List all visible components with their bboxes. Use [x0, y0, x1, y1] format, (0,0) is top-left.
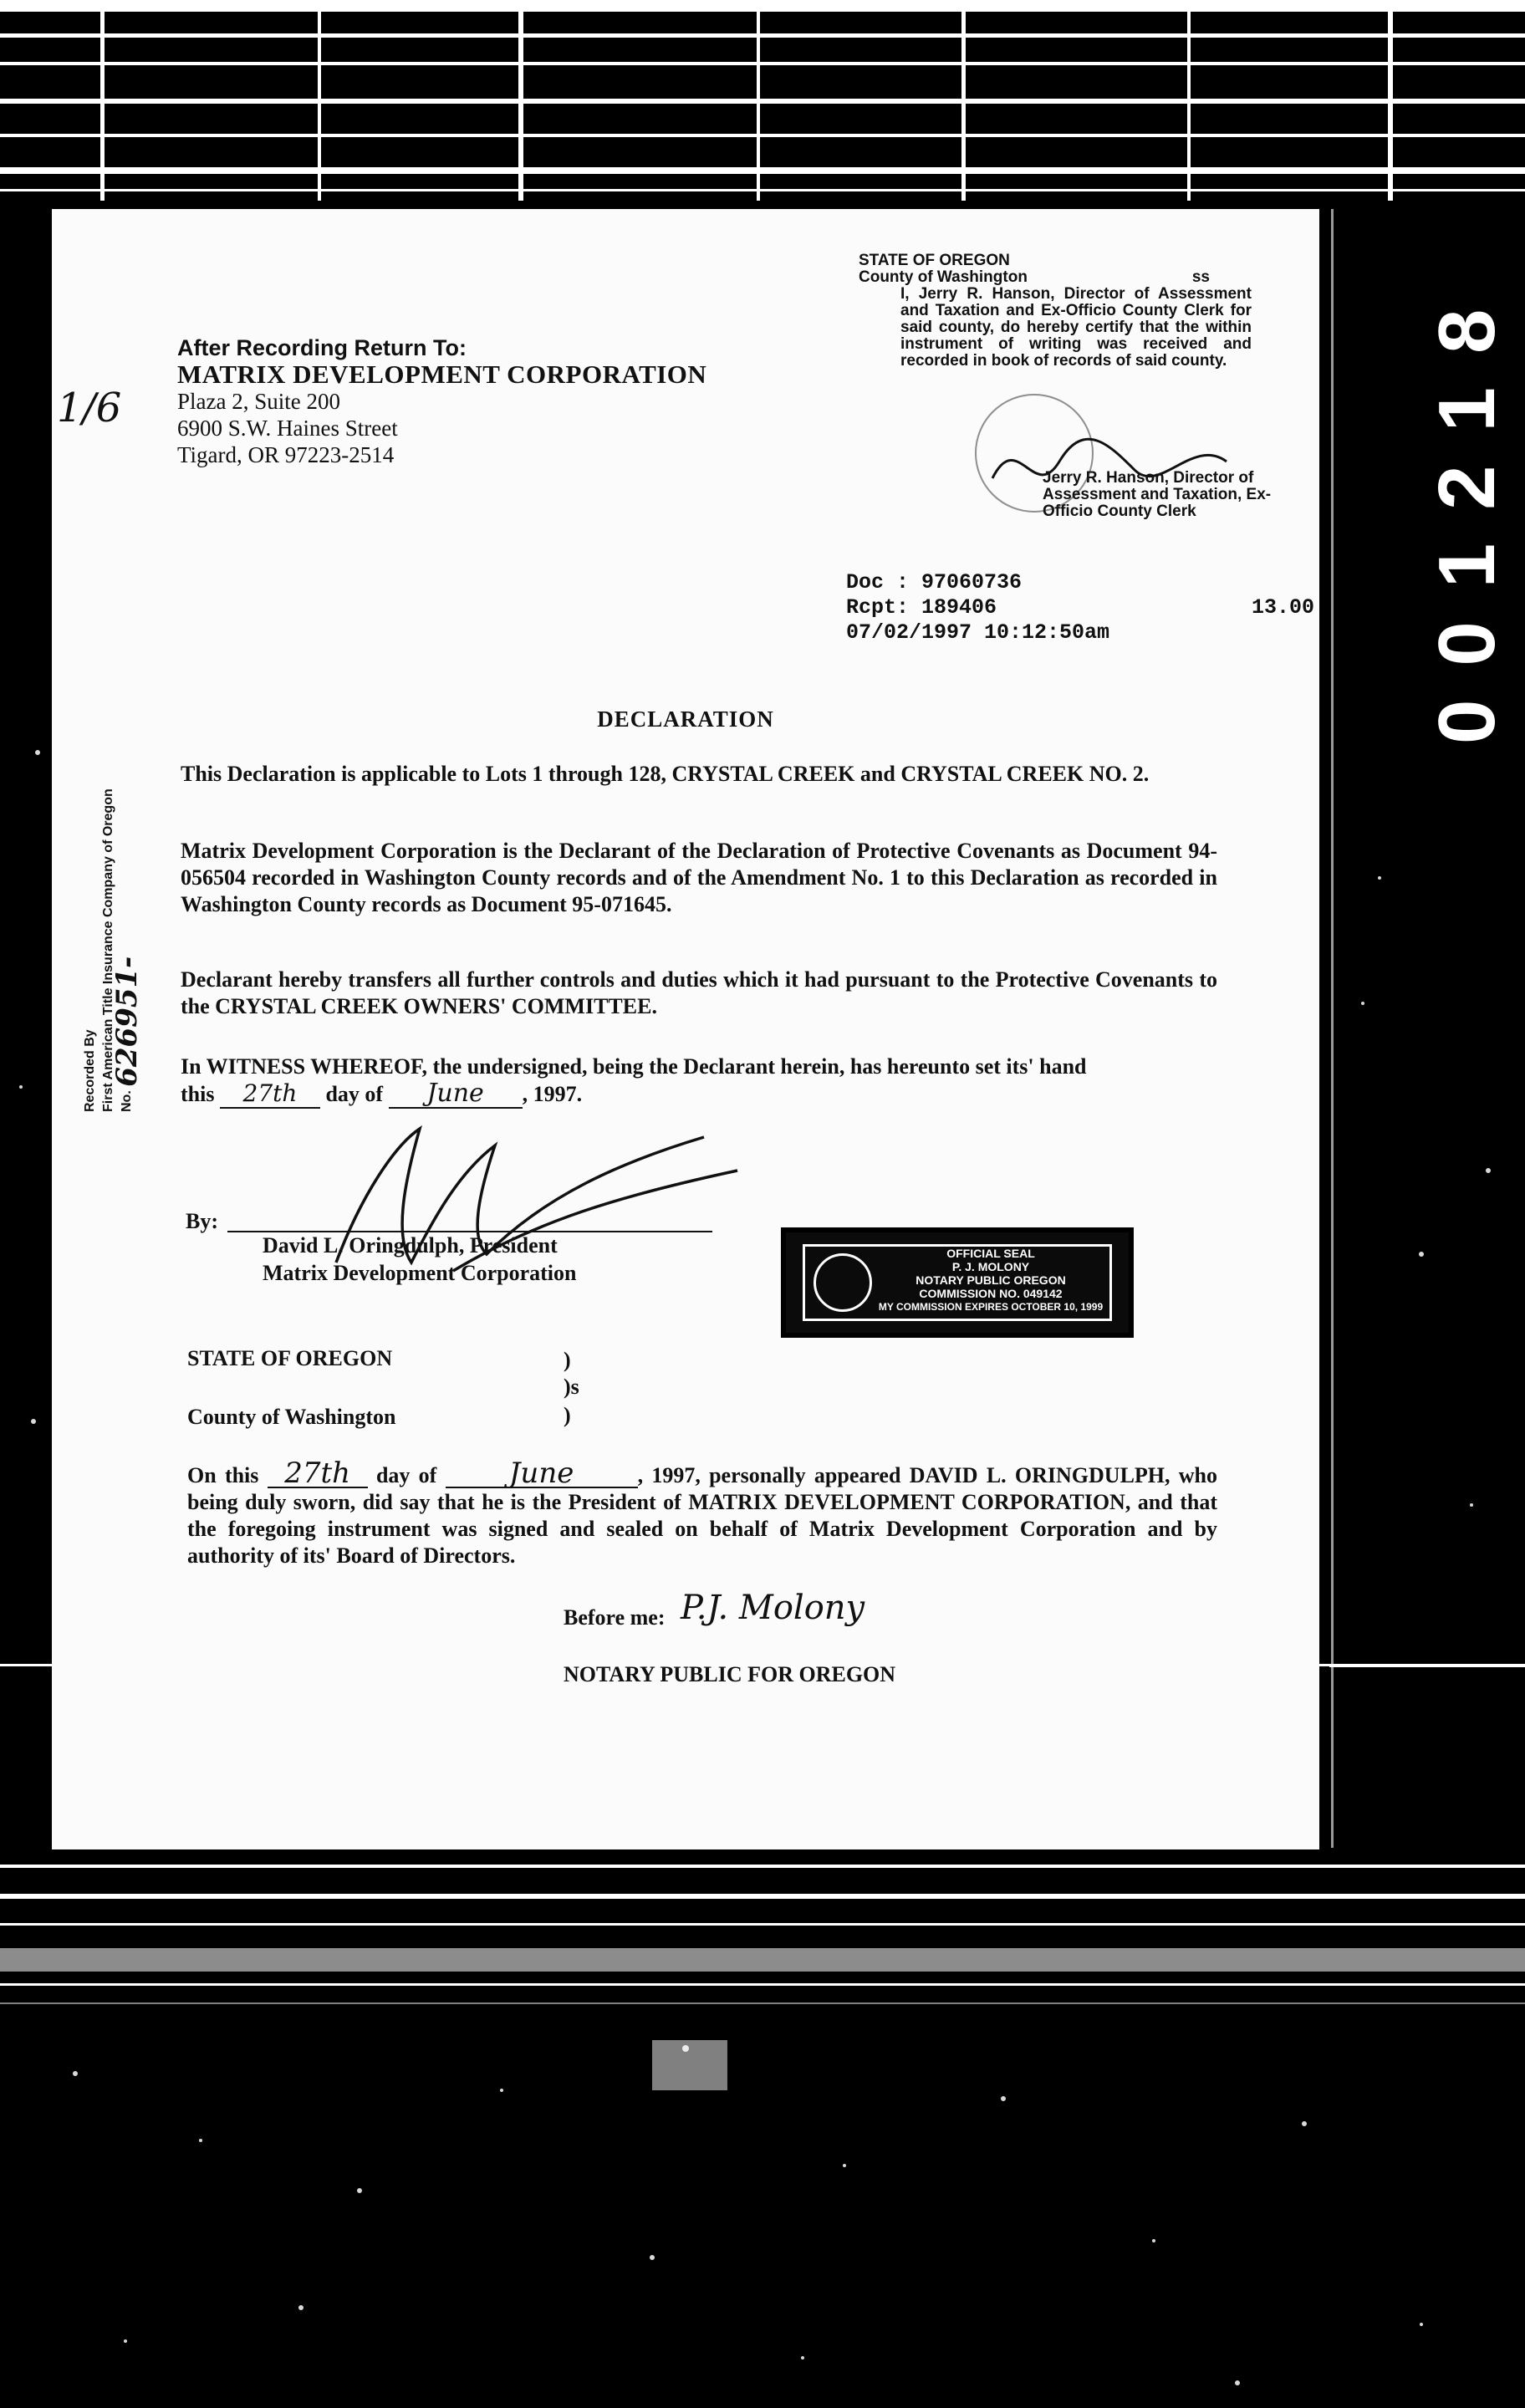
seal-line2: P. J. MOLONY: [951, 1260, 1030, 1273]
clerk-line1: Jerry R. Hanson, Director of: [1043, 469, 1254, 487]
return-address-line3: Tigard, OR 97223-2514: [177, 442, 395, 467]
doc-number: Doc : 97060736: [846, 570, 1023, 594]
acknowledgment-paragraph: [187, 1457, 1218, 1569]
notary-signature: P.J. Molony: [681, 1589, 865, 1627]
seal-line4: COMMISSION NO. 049142: [919, 1287, 1063, 1300]
stamp-recorded-by: Recorded By: [83, 1029, 97, 1112]
recording-fee: 13.00: [1251, 595, 1314, 620]
witness-day: 27th: [220, 1080, 320, 1109]
witness-day-of: day of: [325, 1082, 384, 1106]
declaration-paragraph-2: Matrix Development Corporation is the Declarant of the Declaration of Protective Covenants as Document 94-056504 recorded in Washington County records and of the Amendment No. 1 to this Declaration as recorded in Washington County records as Document 95-071645.: [181, 839, 1217, 916]
signatory-company: Matrix Development Corporation: [263, 1261, 577, 1285]
witness-text: In WITNESS WHEREOF, the undersigned, being the Declarant herein, has hereunto set its' hand: [181, 1054, 1087, 1079]
stamp-no-label: No.: [120, 1090, 134, 1112]
seal-line3: NOTARY PUBLIC OREGON: [916, 1273, 1066, 1287]
by-label: By:: [186, 1209, 218, 1233]
declaration-heading: DECLARATION: [597, 707, 774, 732]
ack-body: , 1997, personally appeared DAVID L. ORINGDULPH, who being duly sworn, did say that he is the President of MATRIX DEVELOPMENT CORPORATION, and that the foregoing instrument was signed and sealed on behalf of Matrix Development Corporation and by authority of its' Board of Directors.: [187, 1463, 1218, 1568]
receipt-number: Rcpt: 189406: [846, 595, 997, 620]
witness-month: June: [389, 1080, 523, 1109]
seal-line1: OFFICIAL SEAL: [946, 1247, 1035, 1260]
before-me-label: Before me:: [564, 1605, 666, 1630]
ack-state: STATE OF OREGON: [187, 1346, 393, 1370]
recording-timestamp: 07/02/1997 10:12:50am: [846, 620, 1110, 645]
ack-day: 27th: [268, 1460, 368, 1488]
margin-handwritten-mark: 1/6: [57, 385, 122, 431]
title-company-stamp: [81, 761, 181, 1112]
recording-info: [846, 570, 1314, 645]
recorder-county: County of Washington: [859, 268, 1028, 286]
declaration-paragraph-1: This Declaration is applicable to Lots 1 through 128, CRYSTAL CREEK and CRYSTAL CREEK NO. 2.: [181, 762, 1150, 786]
return-address-block: [177, 334, 706, 468]
stamp-number: 626951-: [110, 956, 144, 1087]
witness-year: , 1997.: [522, 1082, 583, 1106]
signatory-name: David L. Oringdulph, President: [263, 1233, 558, 1258]
ack-paren-2: ): [564, 1403, 571, 1427]
declaration-page: [52, 209, 1319, 1849]
seal-text: [803, 1244, 1112, 1321]
state-seal-icon: [814, 1253, 872, 1312]
return-label: After Recording Return To:: [177, 335, 467, 360]
recorder-seal-and-signature: [942, 378, 1260, 520]
ack-day-of: day of: [375, 1463, 437, 1487]
return-address-line1: Plaza 2, Suite 200: [177, 389, 340, 414]
stamp-company: First American Title Insurance Company of Oregon: [101, 788, 115, 1112]
ack-on-this: On this: [187, 1463, 259, 1487]
clerk-line2: Assessment and Taxation, Ex-: [1043, 486, 1272, 503]
ack-ss: )s: [564, 1375, 579, 1399]
signature-line: [227, 1231, 712, 1232]
recorder-stamp: [859, 253, 1310, 520]
ack-county: County of Washington: [187, 1405, 396, 1429]
return-address-line2: 6900 S.W. Haines Street: [177, 416, 398, 441]
microfilm-roll-number: 001218: [1422, 275, 1512, 745]
return-company: MATRIX DEVELOPMENT CORPORATION: [177, 360, 707, 389]
declaration-paragraph-3: Declarant hereby transfers all further controls and duties which it had pursuant to the Protective Covenants to the CRYSTAL CREEK OWNERS' COMMITTEE.: [181, 967, 1217, 1018]
recorder-certificate: I, Jerry R. Hanson, Director of Assessment and Taxation and Ex-Officio County Clerk for said county, do hereby certify that the within instrument of writing was received and recorded in book of records of said county.: [900, 285, 1252, 370]
clerk-line3: Officio County Clerk: [1043, 503, 1196, 520]
president-signature: [303, 1095, 771, 1288]
ack-month: June: [446, 1460, 638, 1488]
witness-this: this: [181, 1082, 215, 1106]
recorder-ss: ss: [1191, 268, 1210, 286]
seal-line5: MY COMMISSION EXPIRES OCTOBER 10, 1999: [878, 1301, 1104, 1313]
ack-paren-1: ): [564, 1348, 571, 1372]
notary-seal: [781, 1227, 1134, 1338]
recorder-state: STATE OF OREGON: [859, 252, 1010, 269]
notary-title: NOTARY PUBLIC FOR OREGON: [564, 1662, 896, 1686]
